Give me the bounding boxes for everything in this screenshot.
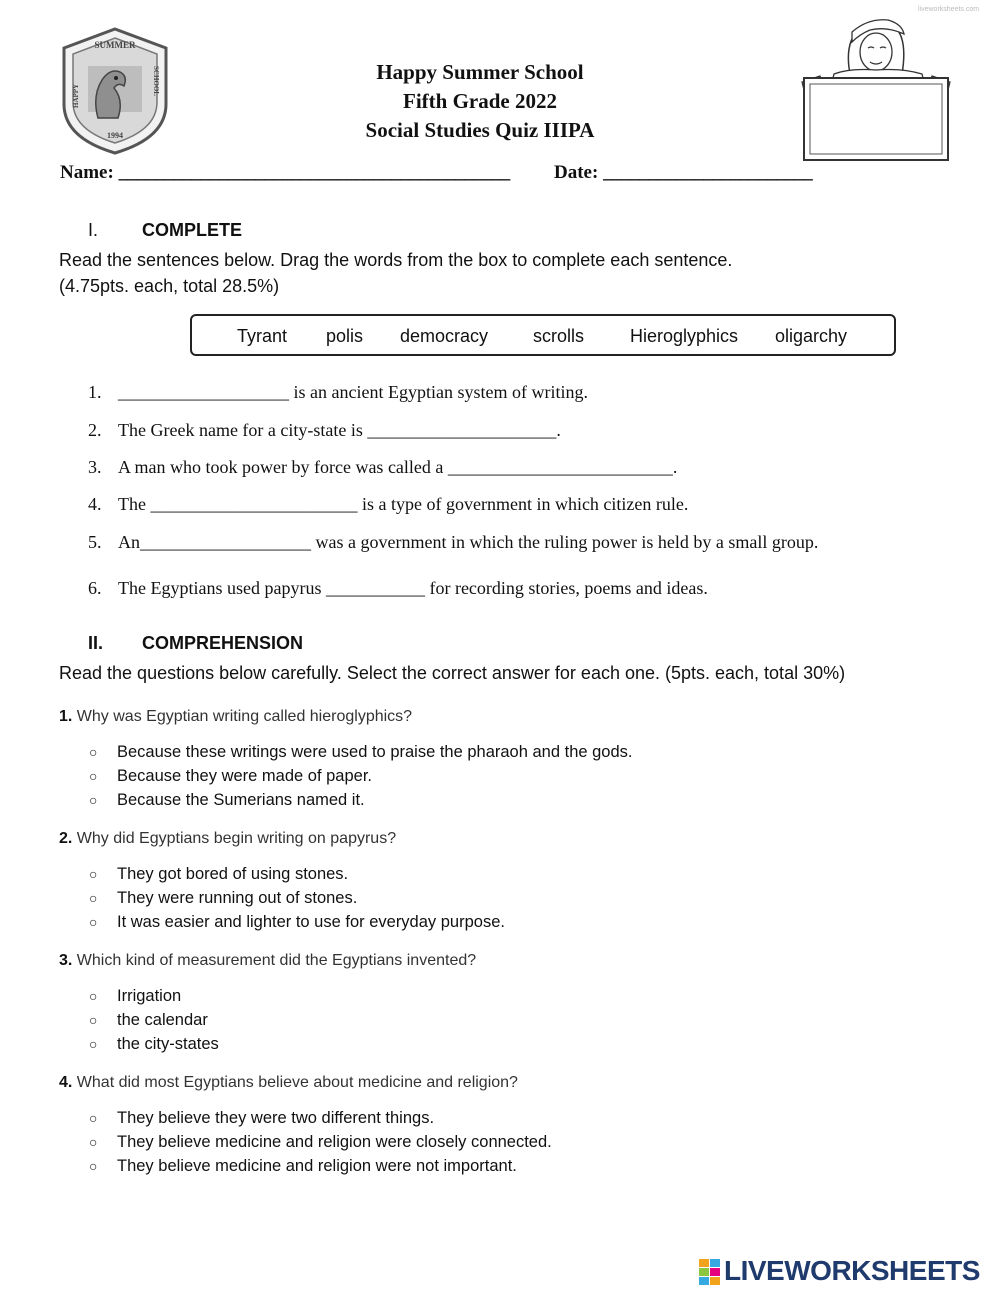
section1-title: COMPLETE [142, 220, 243, 240]
answer-option[interactable] [89, 1109, 434, 1128]
question-number: 3. [59, 952, 73, 969]
sentence-number: 3. [88, 457, 102, 477]
sentence-text: The Egyptians used papyrus ___________ for recording stories, poems and ideas. [118, 578, 708, 598]
question-text: Which kind of measurement did the Egyptians invented? [76, 952, 477, 969]
logo-top-text: SUMMER [94, 40, 136, 50]
sentence-number: 6. [88, 578, 102, 598]
section2-number: II. [88, 633, 104, 653]
school-name: Happy Summer School [376, 60, 584, 84]
word-bank-item[interactable]: oligarchy [775, 326, 848, 346]
title-block [270, 58, 690, 145]
answer-option[interactable] [89, 889, 357, 908]
word-bank-item[interactable]: scrolls [533, 326, 585, 346]
grade-title: Fifth Grade 2022 [403, 89, 557, 113]
complete-sentence[interactable] [88, 382, 588, 403]
liveworksheets-blocks-icon [698, 1257, 722, 1287]
section2-instruction: Read the questions below carefully. Select the correct answer for each one. (5pts. each, total 30%) [59, 663, 846, 683]
watermark-text: liveworksheets.com [918, 6, 980, 13]
sentence-number: 1. [88, 382, 102, 402]
name-field[interactable] [60, 162, 510, 184]
option-text: It was easier and lighter to use for everyday purpose. [117, 913, 505, 931]
answer-option[interactable] [89, 1157, 517, 1176]
answer-option[interactable] [89, 767, 372, 786]
option-text: Because these writings were used to praise the pharaoh and the gods. [117, 743, 633, 761]
section1-heading [88, 220, 242, 241]
name-blank[interactable]: ___________________________________________ [118, 162, 510, 183]
sentence-text: An___________________ was a government in which the ruling power is held by a small group. [118, 532, 819, 552]
answer-option[interactable] [89, 1133, 552, 1152]
section2-heading [88, 633, 303, 654]
school-logo [58, 26, 172, 156]
radio-circle-icon[interactable]: ○ [89, 1158, 98, 1174]
radio-circle-icon[interactable]: ○ [89, 866, 98, 882]
option-text: They believe medicine and religion were not important. [117, 1157, 517, 1175]
word-bank-item[interactable]: democracy [400, 326, 489, 346]
radio-circle-icon[interactable]: ○ [89, 914, 98, 930]
answer-option[interactable] [89, 987, 181, 1006]
name-label: Name: [60, 162, 114, 183]
sentence-text: The Greek name for a city-state is _____________________. [118, 420, 561, 440]
sentence-text: ___________________ is an ancient Egyptian system of writing. [118, 382, 588, 402]
quiz-title: Social Studies Quiz IIIPA [365, 118, 595, 142]
question [59, 830, 396, 848]
question-number: 4. [59, 1074, 73, 1091]
complete-sentence[interactable] [88, 420, 561, 441]
sentence-number: 4. [88, 494, 102, 514]
section1-instructions [59, 247, 732, 299]
answer-option[interactable] [89, 1011, 208, 1030]
option-text: They were running out of stones. [117, 889, 358, 907]
question [59, 1074, 518, 1092]
date-label: Date: [554, 162, 599, 183]
question [59, 952, 476, 970]
sentence-text: A man who took power by force was called a _________________________. [118, 457, 678, 477]
word-bank-item[interactable]: polis [326, 326, 364, 346]
section1-instruction-line1: Read the sentences below. Drag the words from the box to complete each sentence. [59, 250, 733, 270]
logo-right-text: SCHOOL [152, 66, 160, 96]
option-text: Because they were made of paper. [117, 767, 372, 785]
logo-year: 1994 [107, 131, 123, 140]
answer-option[interactable] [89, 1035, 219, 1054]
date-blank[interactable]: _______________________ [603, 162, 813, 183]
radio-circle-icon[interactable]: ○ [89, 1134, 98, 1150]
answer-option[interactable] [89, 913, 505, 932]
radio-circle-icon[interactable]: ○ [89, 1110, 98, 1126]
option-text: They got bored of using stones. [117, 865, 349, 883]
section1-instruction-line2: (4.75pts. each, total 28.5%) [59, 276, 280, 296]
word-bank-item[interactable]: Hieroglyphics [630, 326, 739, 346]
radio-circle-icon[interactable]: ○ [89, 1036, 98, 1052]
complete-sentence[interactable] [88, 578, 708, 599]
question-text: Why did Egyptians begin writing on papyrus? [76, 830, 397, 847]
complete-sentence[interactable] [88, 494, 688, 515]
option-text: Irrigation [117, 987, 182, 1005]
liveworksheets-brand: LIVEWORKSHEETS [724, 1255, 980, 1286]
option-text: the calendar [117, 1011, 208, 1029]
section2-title: COMPREHENSION [142, 633, 304, 653]
option-text: They believe medicine and religion were closely connected. [117, 1133, 552, 1151]
option-text: They believe they were two different things. [117, 1109, 435, 1127]
section1-number: I. [88, 220, 99, 240]
option-text: Because the Sumerians named it. [117, 791, 365, 809]
liveworksheets-logo [698, 1255, 980, 1287]
sentence-number: 2. [88, 420, 102, 440]
answer-option[interactable] [89, 791, 365, 810]
question-number: 2. [59, 830, 73, 847]
word-bank [190, 314, 896, 356]
radio-circle-icon[interactable]: ○ [89, 792, 98, 808]
option-text: the city-states [117, 1035, 219, 1053]
date-field[interactable] [554, 162, 812, 184]
logo-left-text: HAPPY [72, 83, 80, 108]
answer-option[interactable] [89, 743, 633, 762]
student-photo-frame [790, 12, 962, 164]
question [59, 708, 412, 726]
sentence-text: The _______________________ is a type of government in which citizen rule. [118, 494, 689, 514]
complete-sentence[interactable] [88, 457, 677, 478]
answer-option[interactable] [89, 865, 348, 884]
radio-circle-icon[interactable]: ○ [89, 1012, 98, 1028]
word-bank-item[interactable]: Tyrant [237, 326, 288, 346]
radio-circle-icon[interactable]: ○ [89, 988, 98, 1004]
question-text: What did most Egyptians believe about medicine and religion? [76, 1074, 518, 1091]
radio-circle-icon[interactable]: ○ [89, 768, 98, 784]
radio-circle-icon[interactable]: ○ [89, 890, 98, 906]
question-number: 1. [59, 708, 73, 725]
sentence-number: 5. [88, 532, 102, 552]
question-text: Why was Egyptian writing called hieroglyphics? [76, 708, 413, 725]
complete-sentence[interactable] [88, 532, 818, 553]
radio-circle-icon[interactable]: ○ [89, 744, 98, 760]
